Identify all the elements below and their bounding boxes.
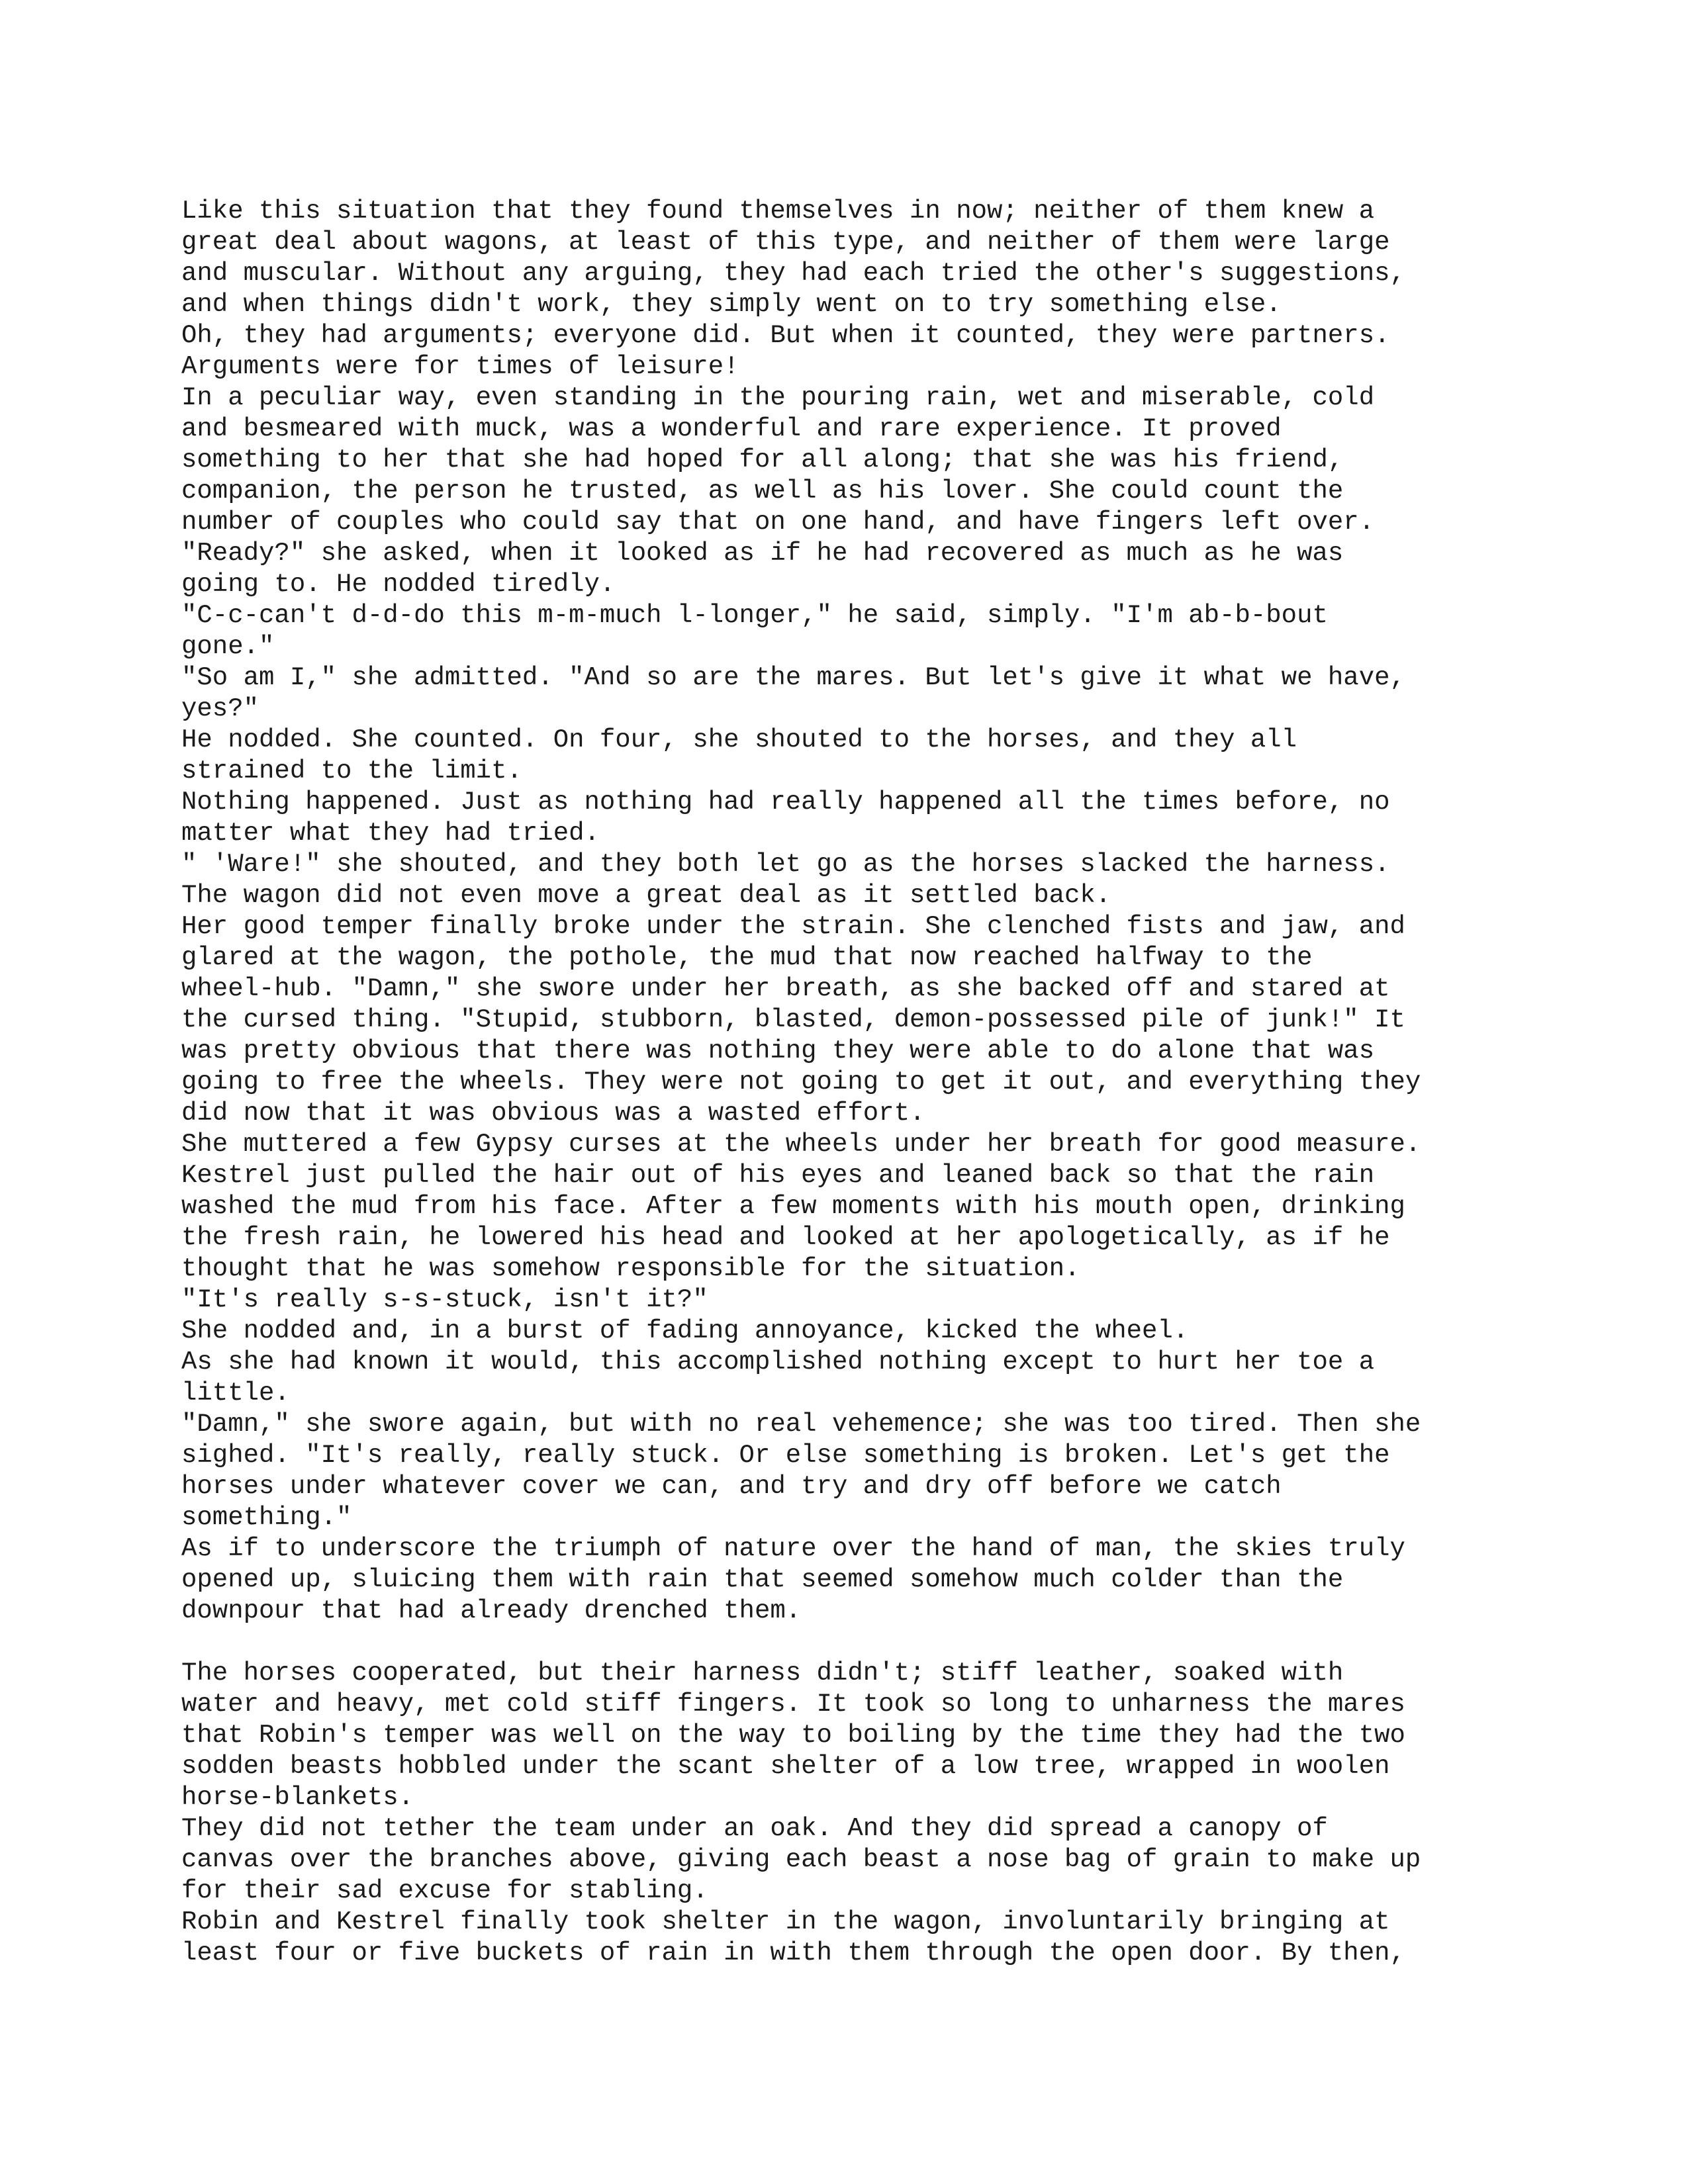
text-line: little. [181,1379,290,1408]
text-line: was pretty obvious that there was nothing they were able to do alone that was [181,1036,1375,1066]
text-line: strained to the limit. [181,756,522,786]
text-line: number of couples who could say that on one hand, and have fingers left over. [181,508,1375,537]
text-line: He nodded. She counted. On four, she shouted to the horses, and they all [181,725,1297,754]
text-line: The horses cooperated, but their harness didn't; stiff leather, soaked with [181,1659,1344,1688]
text-line: glared at the wagon, the pothole, the mud that now reached halfway to the [181,943,1313,972]
text-line: horses under whatever cover we can, and try and dry off before we catch [181,1472,1282,1501]
text-line: going to free the wheels. They were not going to get it out, and everything they [181,1068,1421,1097]
text-line: and when things didn't work, they simply went on to try something else. [181,290,1282,319]
text-line: companion, the person he trusted, as well as his lover. She could count the [181,477,1344,506]
text-line: They did not tether the team under an oak. And they did spread a canopy of [181,1814,1328,1843]
body-text [181,196,1532,1969]
text-line: going to. He nodded tiredly. [181,570,616,599]
text-line: The wagon did not even move a great deal as it settled back. [181,881,1111,910]
text-line: for their sad excuse for stabling. [181,1876,708,1905]
text-line: "It's really s-s-stuck, isn't it?" [181,1285,708,1314]
text-line: Her good temper finally broke under the strain. She clenched fists and jaw, and [181,912,1405,941]
text-line: washed the mud from his face. After a few moments with his mouth open, drinking [181,1192,1405,1221]
text-line: " 'Ware!" she shouted, and they both let go as the horses slacked the harness. [181,850,1390,879]
text-line: something to her that she had hoped for all along; that she was his friend, [181,445,1344,475]
text-line: Robin and Kestrel finally took shelter in the wagon, involuntarily bringing at [181,1907,1390,1936]
text-line: sodden beasts hobbled under the scant shelter of a low tree, wrapped in woolen [181,1752,1390,1781]
text-line: "Ready?" she asked, when it looked as if he had recovered as much as he was [181,539,1344,568]
text-line: matter what they had tried. [181,819,600,848]
text-line: least four or five buckets of rain in with them through the open door. By then, [181,1938,1405,1968]
text-line: gone." [181,632,275,661]
text-line: As if to underscore the triumph of nature over the hand of man, the skies truly [181,1534,1405,1563]
text-line: As she had known it would, this accomplished nothing except to hurt her toe a [181,1347,1375,1377]
text-line: downpour that had already drenched them. [181,1596,802,1625]
text-line: Like this situation that they found themselves in now; neither of them knew a [181,197,1375,226]
text-line: canvas over the branches above, giving each beast a nose bag of grain to make up [181,1845,1421,1874]
text-line: that Robin's temper was well on the way to boiling by the time they had the two [181,1721,1405,1750]
text-line: "C-c-can't d-d-do this m-m-much l-longer," he said, simply. "I'm ab-b-bout [181,601,1328,630]
text-line: yes?" [181,694,259,723]
text-line: wheel-hub. "Damn," she swore under her breath, as she backed off and stared at [181,974,1390,1003]
text-line: and muscular. Without any arguing, they had each tried the other's suggestions, [181,259,1405,288]
text-line: the cursed thing. "Stupid, stubborn, blasted, demon-possessed pile of junk!" It [181,1005,1405,1034]
text-line: great deal about wagons, at least of this type, and neither of them were large [181,228,1390,257]
text-line: did now that it was obvious was a wasted effort. [181,1099,925,1128]
text-line: the fresh rain, he lowered his head and looked at her apologetically, as if he [181,1223,1390,1252]
text-line: In a peculiar way, even standing in the pouring rain, wet and miserable, cold [181,383,1375,412]
text-line: sighed. "It's really, really stuck. Or else something is broken. Let's get the [181,1441,1390,1470]
text-line: opened up, sluicing them with rain that seemed somehow much colder than the [181,1565,1344,1594]
text-line: Kestrel just pulled the hair out of his eyes and leaned back so that the rain [181,1161,1375,1190]
text-line: "Damn," she swore again, but with no real vehemence; she was too tired. Then she [181,1410,1421,1439]
text-line: thought that he was somehow responsible for the situation. [181,1254,1080,1283]
text-line: She nodded and, in a burst of fading annoyance, kicked the wheel. [181,1316,1189,1345]
text-line [181,1627,1532,1658]
text-line: water and heavy, met cold stiff fingers. It took so long to unharness the mares [181,1690,1405,1719]
text-line: something." [181,1503,352,1532]
text-line: Oh, they had arguments; everyone did. But when it counted, they were partners. [181,321,1390,350]
text-line: Arguments were for times of leisure! [181,352,739,381]
text-line: Nothing happened. Just as nothing had really happened all the times before, no [181,788,1390,817]
text-line: She muttered a few Gypsy curses at the wheels under her breath for good measure. [181,1130,1421,1159]
text-line: horse-blankets. [181,1783,414,1812]
text-line: and besmeared with muck, was a wonderful and rare experience. It proved [181,414,1282,443]
text-line: "So am I," she admitted. "And so are the mares. But let's give it what we have, [181,663,1405,692]
